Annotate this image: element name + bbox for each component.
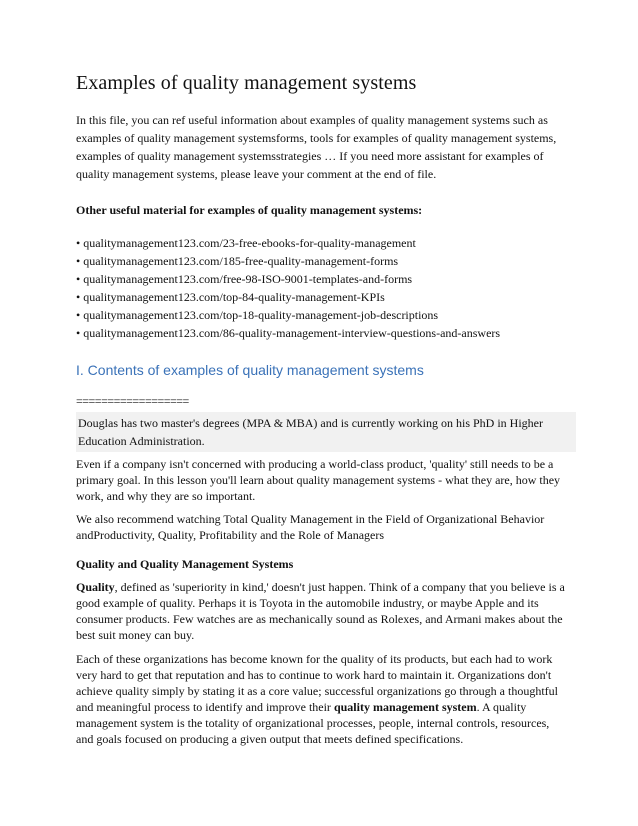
lesson-paragraph: Even if a company isn't concerned with producing a world-class product, 'quality' still needs to be a primary goal. In this lesson you'll learn about quality management systems - what they are, how they work, and why they are so important. xyxy=(76,457,561,503)
organizations-text-start: Each of these organizations has become known for the quality of its products, but each had to work very hard to get that reputation and has to continue to work hard to maintain it. Organizations don't achieve quality simply by stating it as a core value; successful organizations go through a thoughtful and meaningful process to identify and improve their xyxy=(76,652,558,714)
resource-link[interactable]: • qualitymanagement123.com/top-18-quality-management-job-descriptions xyxy=(76,306,568,324)
quality-definition-paragraph xyxy=(76,579,568,643)
quality-definition-text: , defined as 'superiority in kind,' doesn't just happen. Think of a company that you believe is a good example of quality. Perhaps it is Toyota in the automobile industry, or maybe Apple and its consumer products. Few watches are as mechanically sound as Rolexes, and Armani makes about the best suit money can buy. xyxy=(76,580,565,642)
resource-link[interactable]: • qualitymanagement123.com/top-84-quality-management-KPIs xyxy=(76,288,568,306)
other-material-heading: Other useful material for examples of quality management systems: xyxy=(76,203,423,217)
page-title: Examples of quality management systems xyxy=(76,72,417,94)
organizations-text-end: . A quality management system is the totality of organizational processes, people, internal controls, resources, and goals focused on producing a given output that meets defined specifications. xyxy=(76,700,550,746)
organizations-paragraph xyxy=(76,651,568,747)
author-bio: Douglas has two master's degrees (MPA & MBA) and is currently working on his PhD in Higher Education Administration. xyxy=(76,412,576,452)
document-page xyxy=(76,72,568,755)
resource-link-list xyxy=(76,234,568,342)
resource-link[interactable]: • qualitymanagement123.com/86-quality-management-interview-questions-and-answers xyxy=(76,324,568,342)
quality-term: Quality xyxy=(76,580,115,594)
resource-link[interactable]: • qualitymanagement123.com/185-free-quality-management-forms xyxy=(76,252,568,270)
section-heading: I. Contents of examples of quality management systems xyxy=(76,362,424,378)
recommendation-paragraph: We also recommend watching Total Quality Management in the Field of Organizational Behavior andProductivity, Quality, Profitability and the Role of Managers xyxy=(76,512,545,542)
resource-link[interactable]: • qualitymanagement123.com/free-98-ISO-9001-templates-and-forms xyxy=(76,270,568,288)
qms-term: quality management system xyxy=(333,700,477,714)
resource-link[interactable]: • qualitymanagement123.com/23-free-ebooks-for-quality-management xyxy=(76,234,568,252)
divider-line: ================== xyxy=(76,394,189,408)
intro-paragraph: In this file, you can ref useful information about examples of quality management systems such as examples of quality management systemsforms, tools for examples of quality management systems, examples of quality management systemsstrategies … If you need more assistant for examples of quality management systems, please leave your comment at the end of file. xyxy=(76,113,557,181)
sub-heading: Quality and Quality Management Systems xyxy=(76,557,294,571)
